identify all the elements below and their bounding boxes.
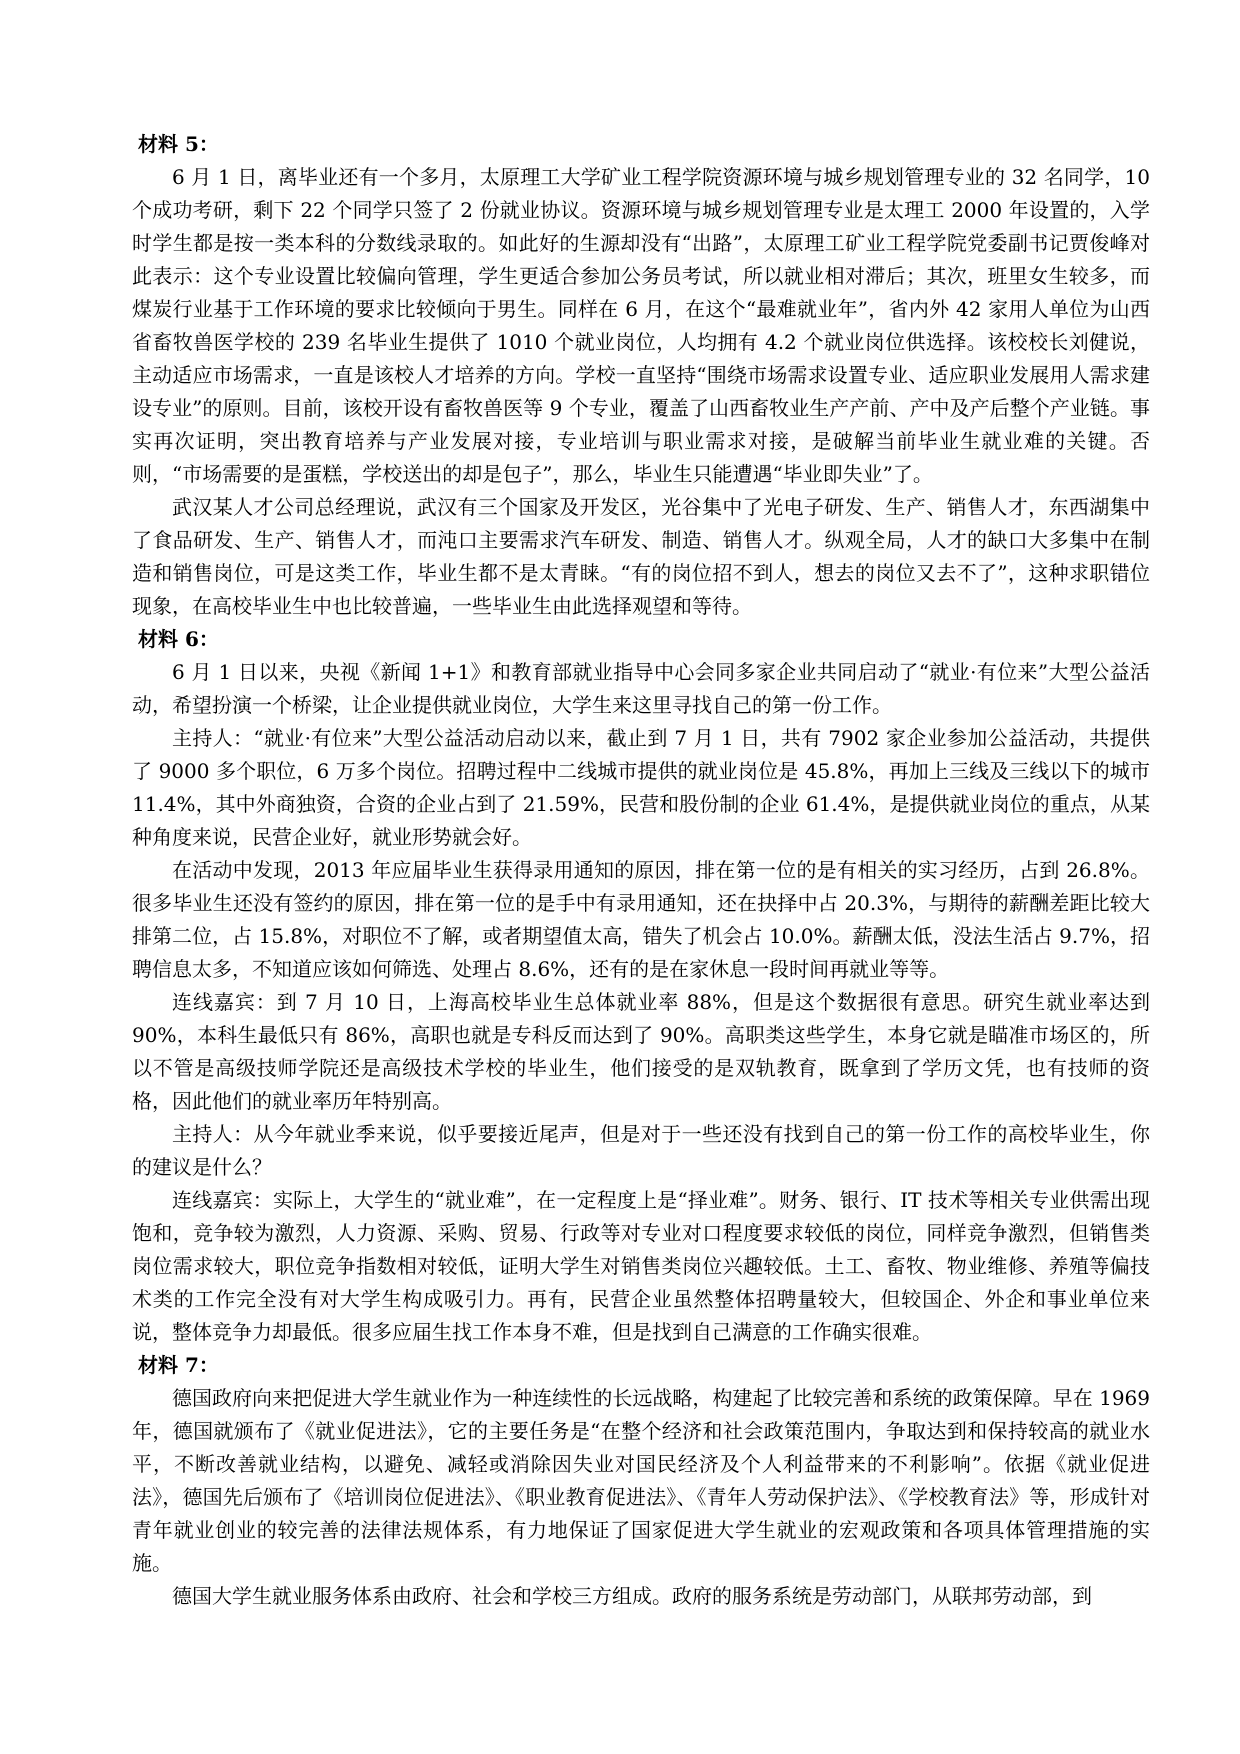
paragraph: 连线嘉宾：实际上，大学生的“就业难”，在一定程度上是“择业难”。财务、银行、IT 技术等相关专业供需出现饱和，竞争较为激烈，人力资源、采购、贸易、行政等对专业对口程度要求较低的岗位，同样竞争激烈，但销售类岗位需求较大，职位竞争指数相对较低，证明大学生对销售类岗位兴趣较低。土工、畜牧、物业维修、养殖等偏技术类的工作完全没有对大学生构成吸引力。再有，民营企业虽然整体招聘量较大，但较国企、外企和事业单位来说，整体竞争力却最低。很多应届生找工作本身不难，但是找到自己满意的工作确实很难。 <box>132 1188 1150 1344</box>
section-heading: 材料 7： <box>138 1353 219 1377</box>
section-material-7 <box>132 1349 1150 1613</box>
paragraph: 主持人：从今年就业季来说，似乎要接近尾声，但是对于一些还没有找到自己的第一份工作的高校毕业生，你的建议是什么？ <box>132 1122 1150 1179</box>
section-material-5 <box>132 128 1150 623</box>
paragraph: 主持人：“就业·有位来”大型公益活动启动以来，截止到 7 月 1 日，共有 7902 家企业参加公益活动，共提供了 9000 多个职位，6 万多个岗位。招聘过程中二线城市提供的就业岗位是 45.8%，再加上三线及三线以下的城市 11.4%，其中外商独资，合资的企业占到了 21.59%，民营和股份制的企业 61.4%，是提供就业岗位的重点，从某种角度来说，民营企业好，就业形势就会好。 <box>132 726 1150 849</box>
paragraph: 6 月 1 日，离毕业还有一个多月，太原理工大学矿业工程学院资源环境与城乡规划管理专业的 32 名同学，10 个成功考研，剩下 22 个同学只签了 2 份就业协议。资源环境与城乡规划管理专业是太理工 2000 年设置的，入学时学生都是按一类本科的分数线录取的。如此好的生源却没有“出路”，太原理工矿业工程学院党委副书记贾俊峰对此表示：这个专业设置比较偏向管理，学生更适合参加公务员考试，所以就业相对滞后；其次，班里女生较多，而煤炭行业基于工作环境的要求比较倾向于男生。同样在 6 月，在这个“最难就业年”，省内外 42 家用人单位为山西省畜牧兽医学校的 239 名毕业生提供了 1010 个就业岗位，人均拥有 4.2 个就业岗位供选择。该校校长刘健说，主动适应市场需求，一直是该校人才培养的方向。学校一直坚持“围绕市场需求设置专业、适应职业发展用人需求建设专业”的原则。目前，该校开设有畜牧兽医等 9 个专业，覆盖了山西畜牧业生产产前、产中及产后整个产业链。事实再次证明，突出教育培养与产业发展对接，专业培训与职业需求对接，是破解当前毕业生就业难的关键。否则，“市场需要的是蛋糕，学校送出的却是包子”，那么，毕业生只能遭遇“毕业即失业”了。 <box>132 165 1150 486</box>
paragraph: 武汉某人才公司总经理说，武汉有三个国家及开发区，光谷集中了光电子研发、生产、销售人才，东西湖集中了食品研发、生产、销售人才，而沌口主要需求汽车研发、制造、销售人才。纵观全局，人才的缺口大多集中在制造和销售岗位，可是这类工作，毕业生都不是太青睐。“有的岗位招不到人，想去的岗位又去不了”，这种求职错位现象，在高校毕业生中也比较普遍，一些毕业生由此选择观望和等待。 <box>132 495 1150 618</box>
document-body <box>132 128 1150 1613</box>
paragraph: 连线嘉宾：到 7 月 10 日，上海高校毕业生总体就业率 88%，但是这个数据很有意思。研究生就业率达到 90%，本科生最低只有 86%，高职也就是专科反而达到了 90%。高职类这些学生，本身它就是瞄准市场区的，所以不管是高级技师学院还是高级技术学校的毕业生，他们接受的是双轨教育，既拿到了学历文凭，也有技师的资格，因此他们的就业率历年特别高。 <box>132 990 1150 1113</box>
section-material-6 <box>132 623 1150 1349</box>
paragraph: 在活动中发现，2013 年应届毕业生获得录用通知的原因，排在第一位的是有相关的实习经历，占到 26.8%。很多毕业生还没有签约的原因，排在第一位的是手中有录用通知，还在抉择中占 20.3%，与期待的薪酬差距比较大排第二位，占 15.8%，对职位不了解，或者期望值太高，错失了机会占 10.0%。薪酬太低，没法生活占 9.7%，招聘信息太多，不知道应该如何筛选、处理占 8.6%，还有的是在家休息一段时间再就业等等。 <box>132 858 1150 981</box>
paragraph: 德国大学生就业服务体系由政府、社会和学校三方组成。政府的服务系统是劳动部门，从联邦劳动部，到 <box>172 1584 1092 1608</box>
paragraph: 德国政府向来把促进大学生就业作为一种连续性的长远战略，构建起了比较完善和系统的政策保障。早在 1969 年，德国就颁布了《就业促进法》，它的主要任务是“在整个经济和社会政策范围内，争取达到和保持较高的就业水平，不断改善就业结构，以避免、减轻或消除因失业对国民经济及个人利益带来的不利影响”。依据《就业促进法》，德国先后颁布了《培训岗位促进法》、《职业教育促进法》、《青年人劳动保护法》、《学校教育法》等，形成针对青年就业创业的较完善的法律法规体系，有力地保证了国家促进大学生就业的宏观政策和各项具体管理措施的实施。 <box>132 1386 1150 1575</box>
section-heading: 材料 6： <box>138 627 219 651</box>
section-heading: 材料 5： <box>138 132 219 156</box>
paragraph: 6 月 1 日以来，央视《新闻 1+1》和教育部就业指导中心会同多家企业共同启动了“就业·有位来”大型公益活动，希望扮演一个桥梁，让企业提供就业岗位，大学生来这里寻找自己的第一份工作。 <box>132 660 1150 717</box>
